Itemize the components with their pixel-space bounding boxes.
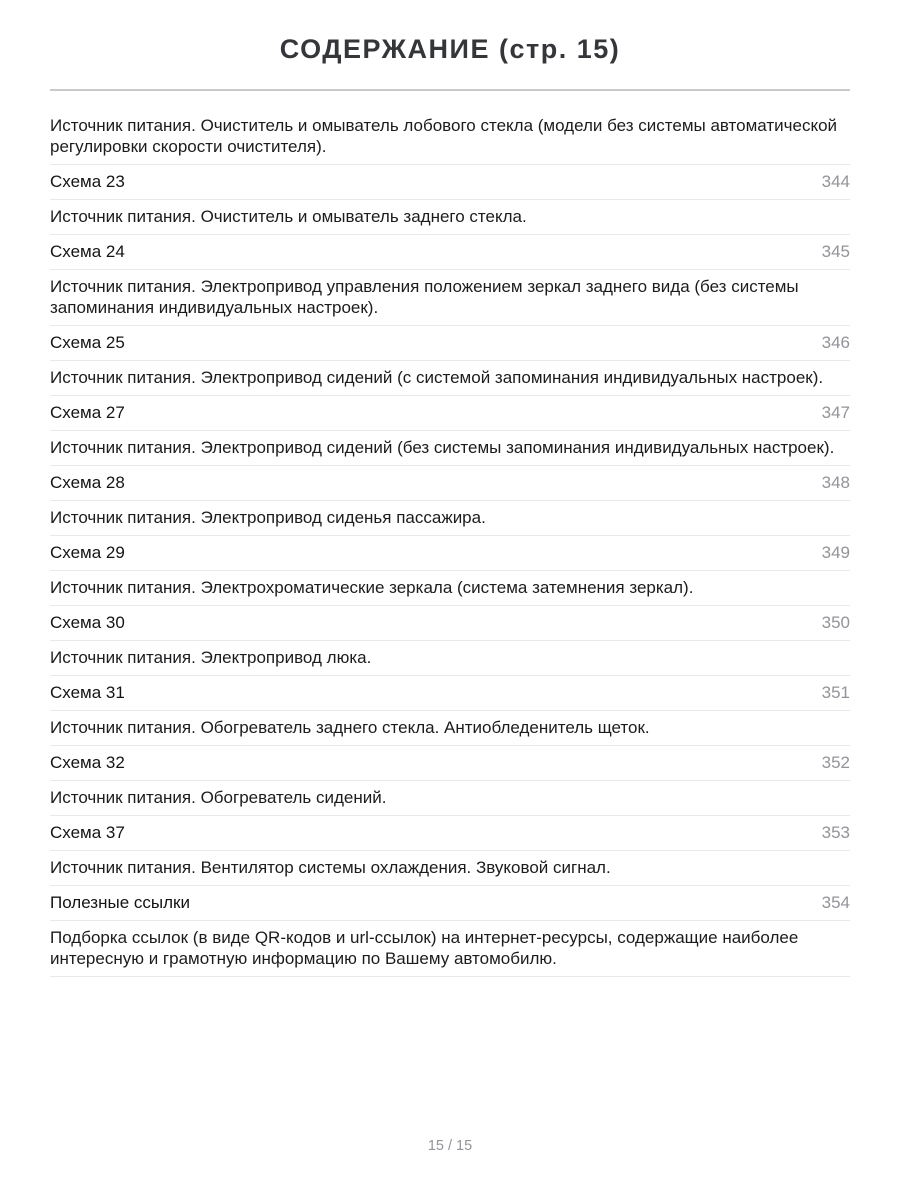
toc-chapter-row[interactable] [50, 746, 850, 781]
toc-description: Источник питания. Обогреватель сидений. [50, 781, 850, 816]
toc-description: Источник питания. Обогреватель заднего стекла. Антиобледенитель щеток. [50, 711, 850, 746]
title-divider [50, 89, 850, 91]
toc-chapter-page-number: 352 [821, 753, 850, 772]
toc-chapter-page-number: 344 [821, 172, 850, 191]
toc-chapter-page-number: 349 [821, 543, 850, 562]
toc-description: Источник питания. Электропривод сиденья пассажира. [50, 501, 850, 536]
toc-chapter-label: Схема 31 [50, 683, 125, 702]
toc-description: Источник питания. Очиститель и омыватель заднего стекла. [50, 200, 850, 235]
toc-chapter-page-number: 348 [821, 473, 850, 492]
toc-chapter-row[interactable] [50, 886, 850, 921]
toc-chapter-row[interactable] [50, 466, 850, 501]
toc-chapter-label: Схема 24 [50, 242, 125, 261]
toc-chapter-row[interactable] [50, 676, 850, 711]
toc-chapter-page-number: 347 [821, 403, 850, 422]
toc-chapter-label: Схема 30 [50, 613, 125, 632]
page-header [50, 0, 850, 91]
toc-chapter-label: Схема 28 [50, 473, 125, 492]
toc-description: Источник питания. Электропривод люка. [50, 641, 850, 676]
toc-chapter-label: Схема 32 [50, 753, 125, 772]
toc-chapter-row[interactable] [50, 326, 850, 361]
toc-chapter-label: Схема 29 [50, 543, 125, 562]
toc-description: Источник питания. Электропривод управления положением зеркал заднего вида (без системы запоминания индивидуальных настроек). [50, 270, 850, 326]
page-number-indicator: 15 / 15 [427, 1138, 473, 1154]
page-title: СОДЕРЖАНИЕ (стр. 15) [279, 34, 621, 64]
toc-chapter-row[interactable] [50, 606, 850, 641]
toc-chapter-label: Схема 23 [50, 172, 125, 191]
toc-chapter-label: Схема 25 [50, 333, 125, 352]
toc-chapter-row[interactable] [50, 165, 850, 200]
toc-description: Источник питания. Очиститель и омыватель лобового стекла (модели без системы автоматической регулировки скорости очистителя). [50, 109, 850, 165]
toc-chapter-page-number: 353 [821, 823, 850, 842]
toc-list [50, 109, 850, 977]
toc-chapter-page-number: 345 [821, 242, 850, 261]
toc-chapter-page-number: 351 [821, 683, 850, 702]
toc-chapter-label: Схема 37 [50, 823, 125, 842]
toc-description: Подборка ссылок (в виде QR-кодов и url-ссылок) на интернет-ресурсы, содержащие наиболее интересную и грамотную информацию по Вашему автомобилю. [50, 921, 850, 977]
toc-chapter-row[interactable] [50, 536, 850, 571]
toc-chapter-page-number: 354 [821, 893, 850, 912]
toc-chapter-page-number: 350 [821, 613, 850, 632]
toc-description: Источник питания. Электропривод сидений (с системой запоминания индивидуальных настроек). [50, 361, 850, 396]
toc-description: Источник питания. Электропривод сидений (без системы запоминания индивидуальных настроек). [50, 431, 850, 466]
toc-chapter-label: Полезные ссылки [50, 893, 190, 912]
toc-description: Источник питания. Вентилятор системы охлаждения. Звуковой сигнал. [50, 851, 850, 886]
toc-chapter-row[interactable] [50, 396, 850, 431]
toc-chapter-label: Схема 27 [50, 403, 125, 422]
toc-chapter-row[interactable] [50, 816, 850, 851]
toc-description: Источник питания. Электрохроматические зеркала (система затемнения зеркал). [50, 571, 850, 606]
toc-chapter-page-number: 346 [821, 333, 850, 352]
toc-chapter-row[interactable] [50, 235, 850, 270]
